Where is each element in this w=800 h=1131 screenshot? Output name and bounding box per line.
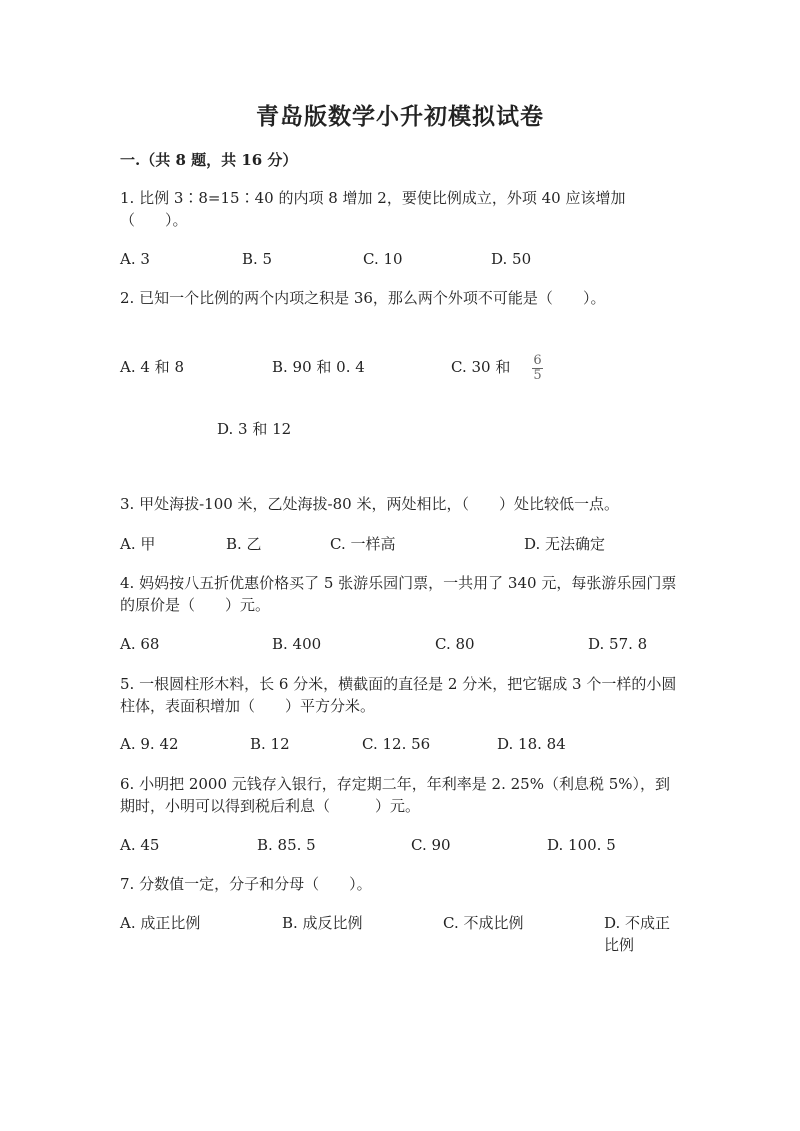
question-4-option-c: C. 80 [435, 635, 475, 653]
fraction-numerator: 6 [533, 352, 542, 368]
question-3-stem: 3. 甲处海拔-100 米，乙处海拔-80 米，两处相比，（ ）处比较低一点。 [120, 495, 619, 513]
question-6-option-a: A. 45 [120, 836, 160, 854]
question-1-option-d: D. 50 [491, 250, 532, 268]
section-header: 一.（共 8 题，共 16 分） [120, 151, 298, 169]
fraction-denominator: 5 [533, 367, 542, 383]
question-1-option-a: A. 3 [120, 250, 150, 268]
question-5-stem: 5. 一根圆柱形木料，长 6 分米，横截面的直径是 2 分米，把它锯成 3 个一样的小圆柱体，表面积增加（ ）平方分米。 [120, 675, 677, 715]
question-2-option-d: D. 3 和 12 [217, 420, 292, 438]
question-5-option-b: B. 12 [250, 735, 290, 753]
question-3-option-c: C. 一样高 [330, 535, 396, 553]
fraction-six-fifths [532, 354, 542, 383]
question-7-stem: 7. 分数值一定，分子和分母（ ）。 [120, 875, 372, 893]
question-1-option-b: B. 5 [242, 250, 273, 268]
question-3-option-d: D. 无法确定 [524, 535, 606, 553]
question-2-option-b: B. 90 和 0. 4 [272, 358, 365, 376]
question-4-option-b: B. 400 [272, 635, 322, 653]
question-7-option-b: B. 成反比例 [282, 914, 363, 932]
question-3-option-b: B. 乙 [226, 535, 262, 553]
question-6-option-d: D. 100. 5 [547, 836, 616, 854]
question-7-option-c: C. 不成比例 [443, 914, 524, 932]
question-4-stem: 4. 妈妈按八五折优惠价格买了 5 张游乐园门票，一共用了 340 元，每张游乐园门票的原价是（ ）元。 [120, 574, 677, 614]
question-4-option-d: D. 57. 8 [588, 635, 648, 653]
question-5-option-d: D. 18. 84 [497, 735, 566, 753]
question-3-option-a: A. 甲 [120, 535, 156, 553]
question-6-option-c: C. 90 [411, 836, 451, 854]
question-2-option-a: A. 4 和 8 [120, 358, 184, 376]
exam-title: 青岛版数学小升初模拟试卷 [256, 103, 544, 130]
question-1-option-c: C. 10 [363, 250, 403, 268]
question-2-option-c [451, 347, 543, 387]
question-5-option-c: C. 12. 56 [362, 735, 431, 753]
question-4-option-a: A. 68 [120, 635, 160, 653]
question-5-option-a: A. 9. 42 [120, 735, 179, 753]
question-7-option-d: D. 不成正比例 [604, 914, 671, 954]
question-1-stem: 1. 比例 3∶8=15∶40 的内项 8 增加 2，要使比例成立，外项 40 应该增加（ ）。 [120, 189, 626, 229]
question-7-option-a: A. 成正比例 [120, 914, 201, 932]
question-2-stem: 2. 已知一个比例的两个内项之积是 36，那么两个外项不可能是（ ）。 [120, 289, 606, 307]
question-2-option-c-text: C. 30 和 [451, 358, 511, 376]
question-6-stem: 6. 小明把 2000 元钱存入银行，存定期二年，年利率是 2. 25%（利息税 5%），到期时，小明可以得到税后利息（ ）元。 [120, 775, 671, 815]
question-6-option-b: B. 85. 5 [257, 836, 316, 854]
